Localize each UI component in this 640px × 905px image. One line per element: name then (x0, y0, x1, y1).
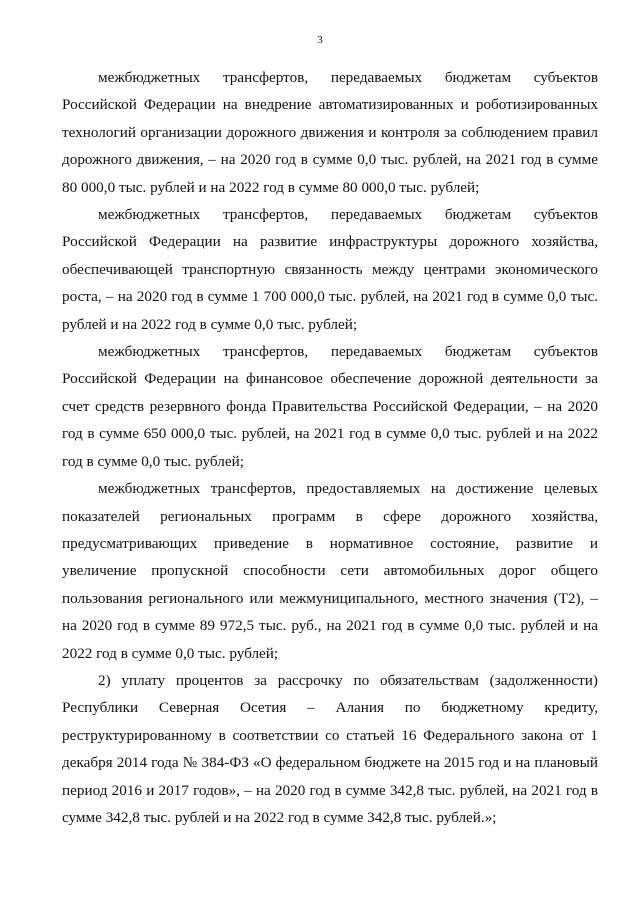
paragraph-road-infrastructure: межбюджетных трансфертов, передаваемых бюджетам субъектов Российской Федерации на развитие инфраструктуры дорожного хозяйства, обеспечивающей транспортную связанность между центрами экономического роста, – на 2020 год в сумме 1 700 000,0 тыс. рублей, на 2021 год в сумме 0,0 тыс. рублей и на 2022 год в сумме 0,0 тыс. рублей; (62, 206, 598, 333)
page-number: 3 (317, 34, 323, 46)
document-body (62, 64, 598, 831)
paragraph-reserve-fund: межбюджетных трансфертов, передаваемых бюджетам субъектов Российской Федерации на финансовое обеспечение дорожной деятельности за счет средств резервного фонда Правительства Российской Федерации, – на 2020 год в сумме 650 000,0 тыс. рублей, на 2021 год в сумме 0,0 тыс. рублей и на 2022 год в сумме 0,0 тыс. рублей; (62, 343, 598, 470)
paragraph-interest-payment: 2) уплату процентов за рассрочку по обязательствам (задолженности) Республики Северная Осетия – Алания по бюджетному кредиту, реструктурированному в соответствии со статьей 16 Федерального закона от 1 декабря 2014 года № 384-ФЗ «О федеральном бюджете на 2015 год и на плановый период 2016 и 2017 годов», – на 2020 год в сумме 342,8 тыс. рублей, на 2021 год в сумме 342,8 тыс. рублей и на 2022 год в сумме 342,8 тыс. рублей.»; (62, 671, 598, 826)
paragraph-regional-programs: межбюджетных трансфертов, предоставляемых на достижение целевых показателей региональных программ в сфере дорожного хозяйства, предусматривающих приведение в нормативное состояние, развитие и увеличение пропускной способности сети автомобильных дорог общего пользования регионального или межмуниципального, местного значения (Т2), – на 2020 год в сумме 89 972,5 тыс. руб., на 2021 год в сумме 0,0 тыс. рублей и на 2022 год в сумме 0,0 тыс. рублей; (62, 480, 598, 662)
paragraph-automated-technologies: межбюджетных трансфертов, передаваемых бюджетам субъектов Российской Федерации на внедрение автоматизированных и роботизированных технологий организации дорожного движения и контроля за соблюдением правил дорожного движения, – на 2020 год в сумме 0,0 тыс. рублей, на 2021 год в сумме 80 000,0 тыс. рублей и на 2022 год в сумме 80 000,0 тыс. рублей; (62, 69, 598, 196)
